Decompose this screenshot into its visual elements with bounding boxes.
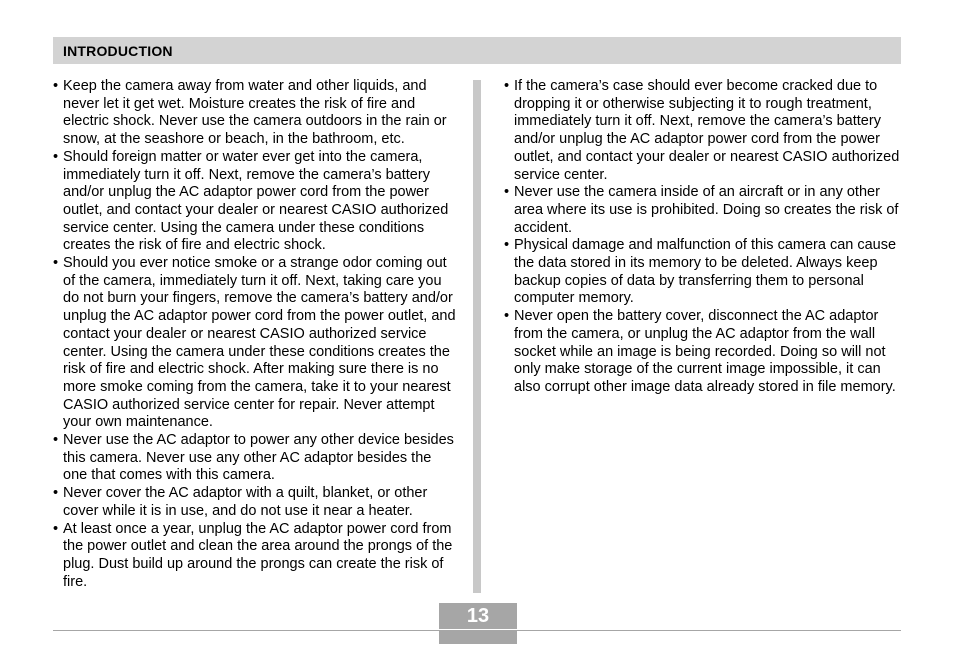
list-item: • Physical damage and malfunction of this camera can cause the data stored in its memory to be deleted. Always keep backup copies of data by transferring them to personal computer memory. (504, 237, 904, 308)
list-item: • Should foreign matter or water ever get into the camera, immediately turn it off. Next, remove the camera’s battery and/or unplug the AC adaptor power cord from the power outlet, and contact your dealer or nearest CASIO authorized service center. Using the camera under these conditions creates the risk of fire and electric shock. (53, 149, 458, 255)
list-item: • Never use the camera inside of an aircraft or in any other area where its use is prohibited. Doing so creates the risk of accident. (504, 184, 904, 237)
list-item: • Keep the camera away from water and other liquids, and never let it get wet. Moisture creates the risk of fire and electric shock. Never use the camera outdoors in the rain or snow, at the seashore or beach, in the bathroom, etc. (53, 78, 458, 149)
list-item: • Never use the AC adaptor to power any other device besides this camera. Never use any other AC adaptor besides the one that comes with this camera. (53, 432, 458, 485)
section-title: INTRODUCTION (63, 42, 173, 59)
left-column-list (53, 78, 458, 591)
list-item: • Never open the battery cover, disconnect the AC adaptor from the camera, or unplug the AC adaptor from the wall socket while an image is being recorded. Doing so will not only make storage of the current image impossible, it can also corrupt other image data already stored in file memory. (504, 308, 904, 397)
list-item: • If the camera’s case should ever become cracked due to dropping it or otherwise subjecting it to rough treatment, immediately turn it off. Next, remove the camera’s battery and/or unplug the AC adaptor power cord from the power outlet, and contact your dealer or nearest CASIO authorized service center. (504, 78, 904, 184)
section-header-bar (53, 37, 901, 64)
list-item: • Never cover the AC adaptor with a quilt, blanket, or other cover while it is in use, and do not use it near a heater. (53, 485, 458, 520)
page-number-strip (439, 631, 517, 644)
column-divider (473, 80, 481, 593)
list-item: • At least once a year, unplug the AC adaptor power cord from the power outlet and clean the area around the prongs of the plug. Dust build up around the prongs can create the risk of fire. (53, 521, 458, 592)
right-column-list (504, 78, 904, 397)
list-item: • Should you ever notice smoke or a strange odor coming out of the camera, immediately turn it off. Next, taking care you do not burn your fingers, remove the camera’s battery and/or unplug the AC adaptor power cord from the power outlet, and contact your dealer or nearest CASIO authorized service center. Using the camera under these conditions creates the risk of fire and electric shock. After making sure there is no more smoke coming from the camera, take it to your nearest CASIO authorized service center for repair. Never attempt your own maintenance. (53, 255, 458, 432)
page-number: 13 (439, 603, 517, 629)
